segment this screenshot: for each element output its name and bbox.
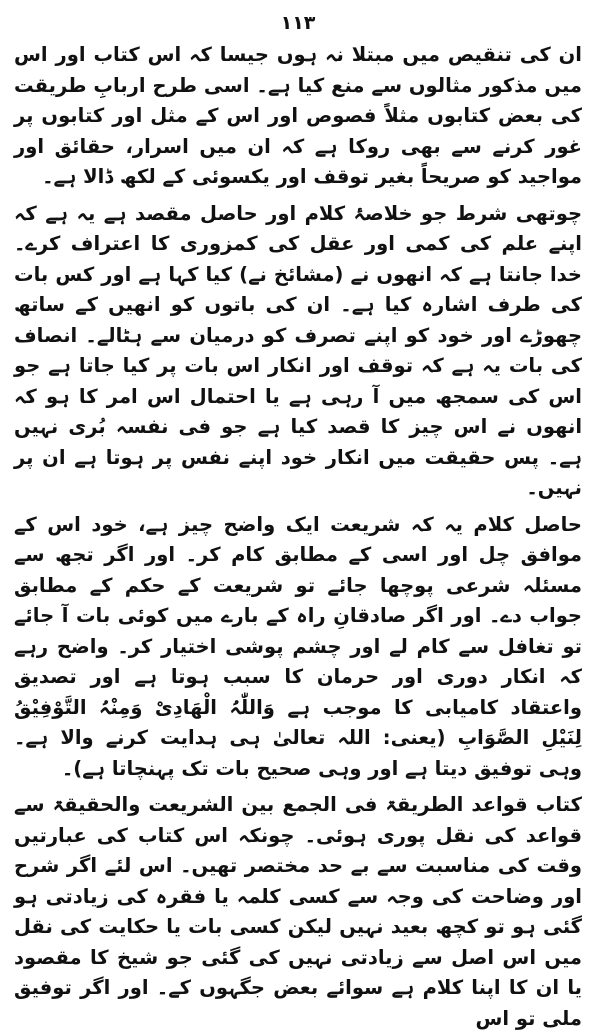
paragraph: کتاب قواعد الطریقۃ فی الجمع بین الشریعت والحقیقۃ سے قواعد کی نقل پوری ہوئی۔ چونکہ اس کتاب کی عبارتیں وقت کی مناسبت سے بے حد مختصر تھیں۔ اس لئے اگر شرح اور وضاحت کی وجہ سے کسی کلمہ یا فقرہ کی زیادتی ہو گئی ہو تو کچھ بعید نہیں لیکن کسی بات یا حکایت کی نقل میں اس اصل سے زیادتی نہیں کی گئی جو شیخ کا مقصود یا ان کا اپنا کلام ہے سوائے بعض جگہوں کے۔ اور اگر توفیق ملی تو اس bbox=[14, 793, 582, 1030]
paragraph: چوتھی شرط جو خلاصۂ کلام اور حاصل مقصد ہے یہ ہے کہ اپنے علم کی کمی اور عقل کی کمزوری کا اعتراف کرے۔ خدا جانتا ہے کہ انھوں نے (مشائخ نے) کیا کہا ہے اور کس بات کی طرف اشارہ کیا ہے۔ ان کی باتوں کو انھیں کے ساتھ چھوڑے اور خود کو اپنے تصرف کو درمیان سے ہٹالے۔ انصاف کی بات یہ ہے کہ توقف اور انکار اس بات پر کیا جاتا ہے جو اس کی سمجھ میں آ رہی ہے یا احتمال اس امر کا ہو کہ انھوں نے اس چیز کا قصد کیا ہے جو فی نفسہ بُری نہیں ہے۔ پس حقیقت میں انکار خود اپنے نفس پر ہوتا ہے ان پر نہیں۔ bbox=[14, 201, 582, 499]
paragraph: ان کی تنقیص میں مبتلا نہ ہوں جیسا کہ اس کتاب اور اس میں مذکور مثالوں سے منع کیا ہے۔ اسی طرح اربابِ طریقت کی بعض کتابوں مثلاً فصوص اور اس کے مثل اور کتابوں پر غور کرنے سے بھی روکا ہے کہ ان میں اسرار، حقائق اور مواجید کو صریحاً بغیر توقف اور یکسوئی کے لکھ ڈالا ہے۔ bbox=[14, 43, 582, 188]
paragraph: حاصل کلام یہ کہ شریعت ایک واضح چیز ہے، خود اس کے موافق چل اور اسی کے مطابق کام کر۔ اور اگر تجھ سے مسئلہ شرعی پوچھا جائے تو شریعت کے حکم کے مطابق جواب دے۔ اور اگر صادقانِ راہ کے بارے میں کوئی بات آ جائے تو تغافل سے کام لے اور چشم پوشی اختیار کر۔ واضح رہے کہ انکار دوری اور حرمان کا سبب ہوتا ہے اور تصدیق واعتقاد کامیابی کا موجب ہے وَاللّٰہُ الْھَادِیْ وَمِنْہُ التَّوْفِیْقُ لِنَیْلِ الصَّوَابِ (یعنی: اللہ تعالیٰ ہی ہدایت کرنے والا ہے۔ وہی توفیق دیتا ہے اور وہی صحیح بات تک پہنچاتا ہے)۔ bbox=[14, 512, 582, 780]
page-body bbox=[14, 40, 582, 1034]
page-number: ۱۱۳ bbox=[280, 12, 316, 34]
